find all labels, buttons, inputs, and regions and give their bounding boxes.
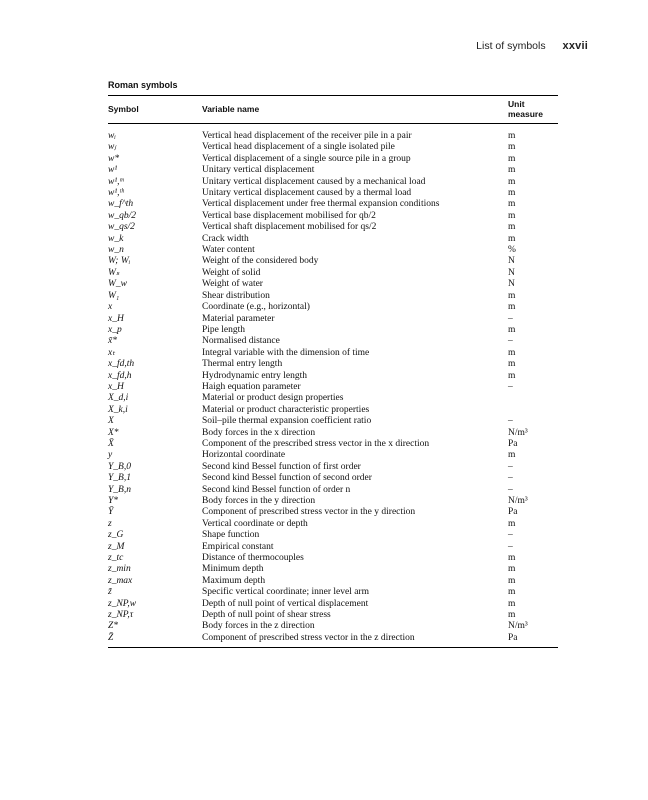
table-row xyxy=(108,302,558,313)
unit-cell xyxy=(508,405,558,416)
section-title: Roman symbols xyxy=(108,80,178,90)
unit-cell: m xyxy=(508,290,516,301)
table-row xyxy=(108,599,558,610)
variable-name-cell: Vertical displacement under free thermal expansion conditions xyxy=(202,199,440,210)
symbol-cell: X* xyxy=(108,427,119,438)
unit-cell: – xyxy=(508,473,513,484)
table-row xyxy=(108,530,558,541)
symbol-cell: z_NP,w xyxy=(108,598,137,609)
variable-name-cell: Material or product characteristic properties xyxy=(202,404,370,415)
variable-name-cell: Body forces in the y direction xyxy=(202,496,316,506)
symbol-cell: W₁ xyxy=(108,290,120,301)
unit-cell: m xyxy=(508,233,516,244)
table-row xyxy=(108,188,558,199)
table-row xyxy=(108,462,558,473)
table-row xyxy=(108,428,558,439)
variable-name-cell: Unitary vertical displacement xyxy=(202,165,315,176)
table-row xyxy=(108,268,558,279)
variable-name-cell: Depth of null point of vertical displacement xyxy=(202,598,369,609)
table-row xyxy=(108,234,558,245)
variable-name-cell: Material or product design properties xyxy=(202,393,344,404)
unit-cell: m xyxy=(508,610,516,621)
variable-name-cell: Specific vertical coordinate; inner level arm xyxy=(202,587,369,598)
table-row xyxy=(108,439,558,450)
table-row xyxy=(108,371,558,382)
variable-name-cell: Minimum depth xyxy=(202,564,264,575)
unit-cell: N/m³ xyxy=(508,427,528,438)
symbol-cell: z_NP,τ xyxy=(108,610,134,621)
symbol-cell: x_fd,h xyxy=(108,370,132,381)
table-row xyxy=(108,610,558,621)
table-row xyxy=(108,124,558,143)
variable-name-cell: Haigh equation parameter xyxy=(202,381,301,392)
table-row xyxy=(108,553,558,564)
variable-name-cell: Component of prescribed stress vector in the z direction xyxy=(202,632,415,643)
variable-name-cell: Weight of the considered body xyxy=(202,256,319,267)
variable-name-cell: Crack width xyxy=(202,233,249,244)
variable-name-cell: Component of the prescribed stress vector in the x direction xyxy=(202,438,430,449)
unit-cell: m xyxy=(508,324,516,335)
unit-cell: m xyxy=(508,598,516,609)
symbol-cell: w_f^th xyxy=(108,199,134,210)
table-body xyxy=(108,124,558,648)
table-header-row xyxy=(108,96,558,124)
unit-cell: m xyxy=(508,153,516,164)
table-row xyxy=(108,256,558,267)
table-row xyxy=(108,564,558,575)
table-row xyxy=(108,576,558,587)
variable-name-cell: Body forces in the z direction xyxy=(202,621,315,632)
symbol-cell: x xyxy=(108,302,113,313)
symbol-cell: Y* xyxy=(108,496,119,506)
table-row xyxy=(108,199,558,210)
unit-cell: m xyxy=(508,575,516,586)
variable-name-cell: Pipe length xyxy=(202,324,246,335)
variable-name-cell: Maximum depth xyxy=(202,575,266,586)
symbol-cell: Z* xyxy=(108,621,119,632)
variable-name-cell: Horizontal coordinate xyxy=(202,450,286,461)
variable-name-cell: Soil–pile thermal expansion coefficient ratio xyxy=(202,416,372,427)
symbol-cell: x̃* xyxy=(108,336,117,347)
variable-name-cell: Vertical displacement of a single source pile in a group xyxy=(202,153,411,164)
symbol-cell: Wₛ xyxy=(108,267,120,278)
symbol-cell: x_p xyxy=(108,324,122,335)
symbol-cell: z_max xyxy=(108,575,133,586)
symbol-cell: w_k xyxy=(108,233,124,244)
unit-cell: – xyxy=(508,530,513,541)
symbol-cell: z̃ xyxy=(108,587,112,598)
table-row xyxy=(108,519,558,530)
symbol-cell: z xyxy=(108,518,112,529)
unit-cell: m xyxy=(508,165,516,176)
table-row xyxy=(108,621,558,632)
symbol-cell: z_tc xyxy=(108,553,124,564)
table-row xyxy=(108,348,558,359)
unit-cell: – xyxy=(508,461,513,472)
unit-cell: – xyxy=(508,381,513,392)
unit-cell: m xyxy=(508,188,516,199)
table-row xyxy=(108,154,558,165)
variable-name-cell: Vertical head displacement of the receiver pile in a pair xyxy=(202,131,412,141)
unit-cell: m xyxy=(508,450,516,461)
unit-cell: m xyxy=(508,359,516,370)
variable-name-cell: Unitary vertical displacement caused by a mechanical load xyxy=(202,176,426,187)
variable-name-cell: Unitary vertical displacement caused by a thermal load xyxy=(202,188,412,199)
unit-cell: N/m³ xyxy=(508,496,528,506)
unit-cell: – xyxy=(508,484,513,495)
table-row xyxy=(108,177,558,188)
table-row xyxy=(108,405,558,416)
table-bottom-rule xyxy=(108,647,558,648)
unit-cell: – xyxy=(508,416,513,427)
unit-cell: Pa xyxy=(508,632,518,643)
running-head-title: List of symbols xyxy=(476,40,546,52)
symbols-table-container xyxy=(108,95,558,648)
symbol-cell: z_min xyxy=(108,564,131,575)
unit-cell: – xyxy=(508,541,513,552)
table-row xyxy=(108,222,558,233)
unit-cell: m xyxy=(508,518,516,529)
table-row xyxy=(108,382,558,393)
unit-cell: m xyxy=(508,222,516,233)
symbol-cell: Y_B,1 xyxy=(108,473,131,484)
variable-name-cell: Empirical constant xyxy=(202,541,274,552)
header-variable-name: Variable name xyxy=(202,104,260,114)
variable-name-cell: Vertical base displacement mobilised for qb/2 xyxy=(202,210,376,221)
variable-name-cell: Weight of solid xyxy=(202,267,261,278)
symbol-cell: y xyxy=(108,450,113,461)
variable-name-cell: Normalised distance xyxy=(202,336,280,347)
variable-name-cell: Shape function xyxy=(202,530,260,541)
table-row xyxy=(108,507,558,518)
header-symbol: Symbol xyxy=(108,104,139,114)
variable-name-cell: Thermal entry length xyxy=(202,359,283,370)
symbol-cell: w_n xyxy=(108,245,124,256)
table-row xyxy=(108,314,558,325)
symbol-cell: w¹,ᵗʰ xyxy=(108,188,124,199)
variable-name-cell: Second kind Bessel function of order n xyxy=(202,484,351,495)
table-row xyxy=(108,336,558,347)
variable-name-cell: Shear distribution xyxy=(202,290,270,301)
symbol-cell: xₜ xyxy=(108,347,116,358)
unit-cell: m xyxy=(508,564,516,575)
running-head xyxy=(476,40,588,52)
symbol-cell: X xyxy=(108,416,114,427)
symbol-cell: W; Wᵢ xyxy=(108,256,131,267)
symbol-cell: z_G xyxy=(108,530,124,541)
variable-name-cell: Coordinate (e.g., horizontal) xyxy=(202,302,310,313)
unit-cell: m xyxy=(508,370,516,381)
variable-name-cell: Integral variable with the dimension of time xyxy=(202,347,370,358)
symbol-cell: wⱼ xyxy=(108,142,116,153)
variable-name-cell: Vertical shaft displacement mobilised for qs/2 xyxy=(202,222,377,233)
unit-cell: Pa xyxy=(508,438,518,449)
unit-cell: % xyxy=(508,245,516,256)
symbols-table xyxy=(108,95,558,647)
unit-cell: m xyxy=(508,553,516,564)
symbol-cell: w¹ xyxy=(108,165,118,176)
variable-name-cell: Component of prescribed stress vector in the y direction xyxy=(202,507,416,518)
unit-cell: m xyxy=(508,176,516,187)
unit-cell: – xyxy=(508,336,513,347)
page-number: xxvii xyxy=(562,40,588,52)
unit-cell: N xyxy=(508,256,515,267)
table-row xyxy=(108,165,558,176)
symbol-cell: Ȳ xyxy=(108,507,114,518)
variable-name-cell: Material parameter xyxy=(202,313,275,324)
table-row xyxy=(108,279,558,290)
table-row xyxy=(108,416,558,427)
table-row xyxy=(108,393,558,404)
symbol-cell: x_fd,th xyxy=(108,359,135,370)
table-row xyxy=(108,473,558,484)
header-unit-measure: Unit measure xyxy=(508,99,543,119)
unit-cell xyxy=(508,393,558,404)
table-row xyxy=(108,542,558,553)
symbol-cell: Y_B,0 xyxy=(108,461,131,472)
table-row xyxy=(108,142,558,153)
symbol-cell: x_H xyxy=(108,313,124,324)
table-row xyxy=(108,485,558,496)
unit-cell: m xyxy=(508,199,516,210)
variable-name-cell: Second kind Bessel function of second order xyxy=(202,473,372,484)
unit-cell: N xyxy=(508,267,515,278)
variable-name-cell: Hydrodynamic entry length xyxy=(202,370,308,381)
symbol-cell: w_qs/2 xyxy=(108,222,135,233)
symbol-cell: Y_B,n xyxy=(108,484,131,495)
symbol-cell: w_qb/2 xyxy=(108,210,136,221)
symbol-cell: z_M xyxy=(108,541,125,552)
unit-cell: m xyxy=(508,302,516,313)
variable-name-cell: Distance of thermocouples xyxy=(202,553,304,564)
table-row xyxy=(108,245,558,256)
symbol-cell: X̄ xyxy=(108,438,114,449)
unit-cell: m xyxy=(508,210,516,221)
variable-name-cell: Vertical head displacement of a single isolated pile xyxy=(202,142,395,153)
symbol-cell: wᵢ xyxy=(108,131,116,141)
unit-cell: m xyxy=(508,131,516,141)
table-row xyxy=(108,633,558,647)
symbol-cell: W_w xyxy=(108,279,127,290)
symbol-cell: w¹,ᵐ xyxy=(108,176,124,187)
variable-name-cell: Depth of null point of shear stress xyxy=(202,610,331,621)
symbol-cell: x_H xyxy=(108,381,124,392)
symbol-cell: X_d,i xyxy=(108,393,129,404)
table-row xyxy=(108,325,558,336)
table-row xyxy=(108,359,558,370)
unit-cell: m xyxy=(508,142,516,153)
variable-name-cell: Second kind Bessel function of first order xyxy=(202,461,361,472)
unit-cell: m xyxy=(508,587,516,598)
unit-cell: N xyxy=(508,279,515,290)
table-row xyxy=(108,450,558,461)
variable-name-cell: Body forces in the x direction xyxy=(202,427,316,438)
unit-cell: – xyxy=(508,313,513,324)
symbol-cell: w* xyxy=(108,153,120,164)
unit-cell: Pa xyxy=(508,507,518,518)
unit-cell: N/m³ xyxy=(508,621,528,632)
unit-cell: m xyxy=(508,347,516,358)
symbol-cell: X_k,i xyxy=(108,404,128,415)
symbol-cell: Z̄ xyxy=(108,632,114,643)
table-row xyxy=(108,211,558,222)
variable-name-cell: Vertical coordinate or depth xyxy=(202,518,308,529)
variable-name-cell: Weight of water xyxy=(202,279,263,290)
table-row xyxy=(108,496,558,507)
table-row xyxy=(108,291,558,302)
table-row xyxy=(108,587,558,598)
variable-name-cell: Water content xyxy=(202,245,255,256)
